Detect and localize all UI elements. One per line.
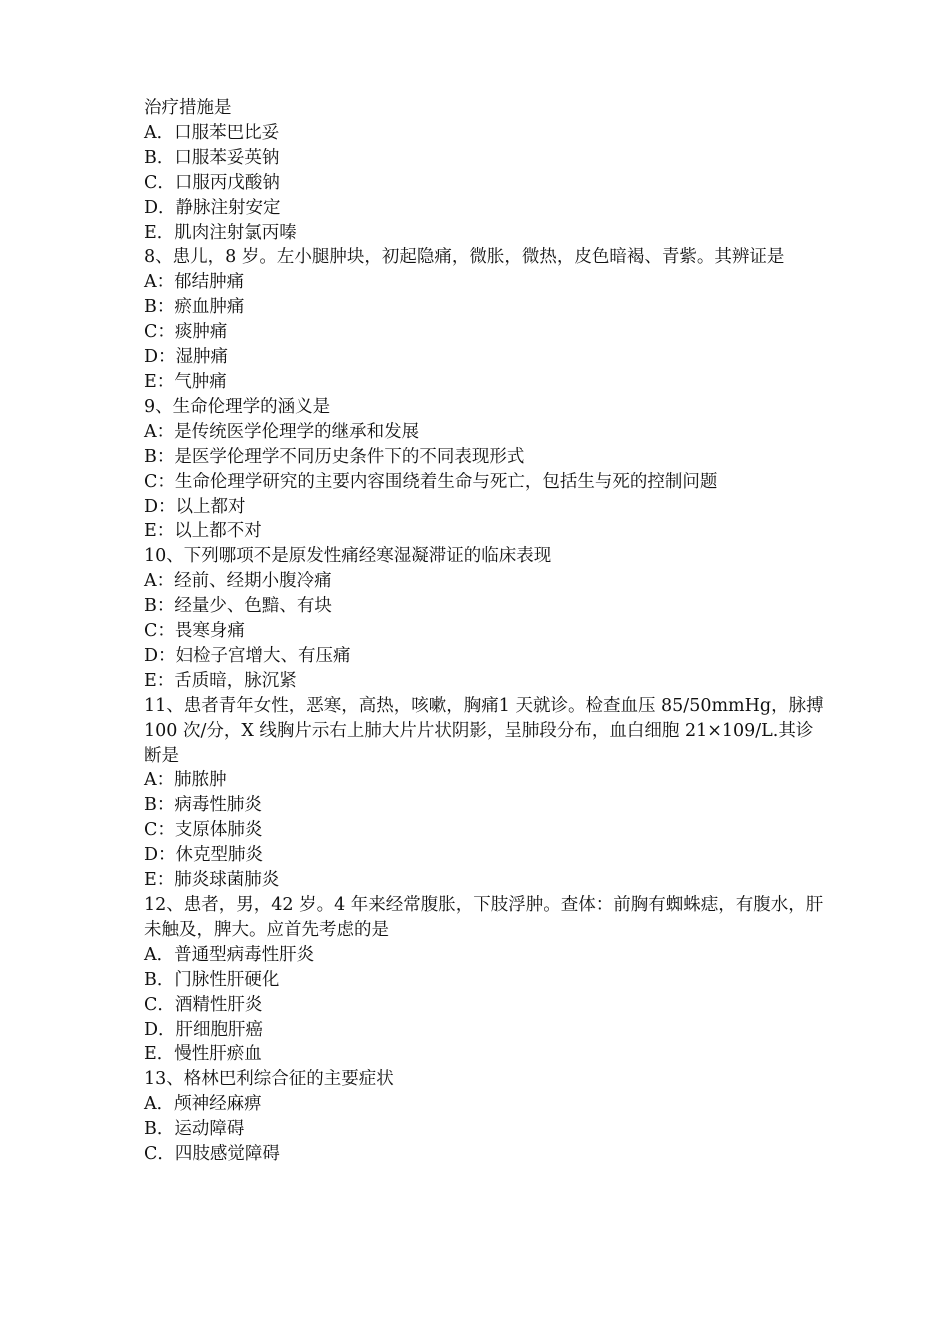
option-b: B：是医学伦理学不同历史条件下的不同表现形式 [144, 446, 525, 467]
option-a: A：肺脓肿 [144, 770, 227, 791]
option-d: D：妇检子宫增大、有压痛 [144, 645, 351, 666]
option-c: C：痰肿痛 [144, 322, 228, 343]
option-e: E．肌肉注射氯丙嗪 [144, 222, 297, 243]
option-d: D：以上都对 [144, 496, 246, 517]
option-a: A：经前、经期小腹冷痛 [144, 571, 332, 592]
option-d: D．肝细胞肝癌 [144, 1019, 264, 1040]
option-c: C：支原体肺炎 [144, 820, 263, 841]
option-c: C：生命伦理学研究的主要内容围绕着生命与死亡，包括生与死的控制问题 [144, 471, 718, 492]
option-e: E：肺炎球菌肺炎 [144, 870, 280, 891]
option-e: E：气肿痛 [144, 371, 227, 392]
question-13-stem: 13、格林巴利综合征的主要症状 [144, 1069, 394, 1090]
option-a: A．颅神经麻痹 [144, 1094, 262, 1115]
option-b: B：瘀血肿痛 [144, 297, 245, 318]
option-b: B．运动障碍 [144, 1119, 245, 1140]
option-c: C．口服丙戊酸钠 [144, 172, 280, 193]
question-8-stem: 8、患儿，8 岁。左小腿肿块，初起隐痛，微胀，微热，皮色暗褐、青紫。其辨证是 [144, 247, 785, 268]
question-11-stem: 11、患者青年女性，恶寒，高热，咳嗽，胸痛1 天就诊。检查血压 85/50mmHg，脉搏 100 次/分，X 线胸片示右上肺大片片状阴影，呈肺段分布，血白细胞 21×109/L.其诊断是 [144, 695, 824, 766]
option-d: D：休克型肺炎 [144, 845, 264, 866]
option-d: D．静脉注射安定 [144, 197, 281, 218]
option-b: B：经量少、色黯、有块 [144, 596, 332, 617]
option-a: A：郁结肿痛 [144, 272, 245, 293]
option-b: B．口服苯妥英钠 [144, 147, 280, 168]
option-e: E．慢性肝瘀血 [144, 1044, 262, 1065]
option-c: C．四肢感觉障碍 [144, 1144, 280, 1165]
option-b: B．门脉性肝硬化 [144, 969, 280, 990]
document-page [144, 96, 824, 1167]
question-10-stem: 10、下列哪项不是原发性痛经寒湿凝滞证的临床表现 [144, 546, 552, 567]
option-c: C．酒精性肝炎 [144, 994, 263, 1015]
option-a: A．口服苯巴比妥 [144, 122, 280, 143]
option-b: B：病毒性肺炎 [144, 795, 262, 816]
option-a: A．普通型病毒性肝炎 [144, 944, 315, 965]
option-d: D：湿肿痛 [144, 347, 229, 368]
option-e: E：舌质暗，脉沉紧 [144, 670, 297, 691]
option-e: E：以上都不对 [144, 521, 262, 542]
question-stem-continuation: 治疗措施是 [144, 98, 232, 118]
question-12-stem: 12、患者，男，42 岁。4 年来经常腹胀，下肢浮肿。查体：前胸有蜘蛛痣，有腹水，肝未触及，脾大。应首先考虑的是 [144, 895, 824, 940]
option-c: C：畏寒身痛 [144, 621, 245, 642]
question-9-stem: 9、生命伦理学的涵义是 [144, 396, 331, 417]
option-a: A：是传统医学伦理学的继承和发展 [144, 421, 420, 442]
